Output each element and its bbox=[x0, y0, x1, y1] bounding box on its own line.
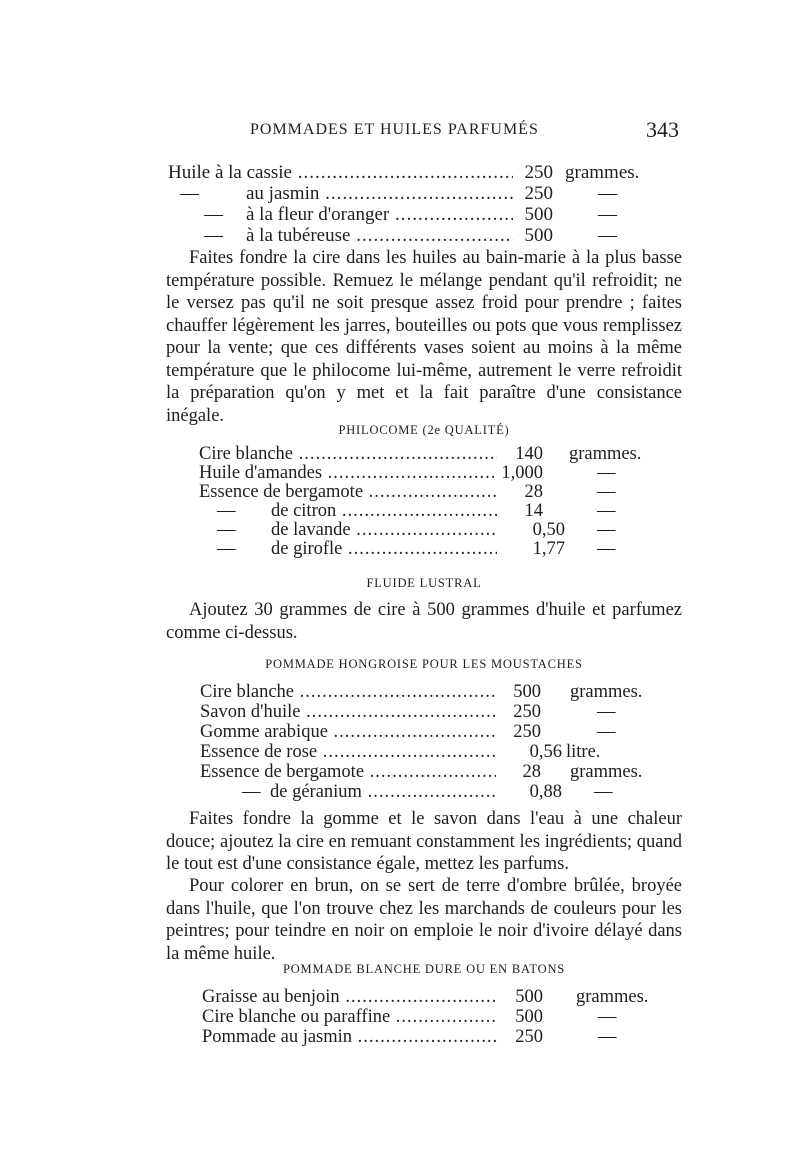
ingredient-unit: grammes. bbox=[569, 444, 642, 464]
ingredient-name: Essence de rose ..... bbox=[200, 742, 496, 763]
recipe-row bbox=[199, 539, 659, 561]
ingredient-amount: 500 bbox=[515, 1007, 543, 1027]
ingredient-unit: — bbox=[597, 482, 616, 502]
ingredient-unit: — bbox=[594, 782, 613, 802]
ingredient-name: Huile à la cassie ..... bbox=[168, 162, 513, 183]
ingredient-amount: 250 bbox=[515, 1027, 543, 1047]
ingredient-name: Graisse au benjoin ..... bbox=[202, 987, 498, 1008]
ingredient-name: Huile d'amandes ..... bbox=[199, 463, 497, 484]
recipe-row bbox=[200, 782, 660, 804]
ingredient-amount: 500 bbox=[513, 682, 541, 702]
ingredient-name: Savon d'huile ..... bbox=[200, 702, 496, 723]
section-heading: PHILOCOME (2e QUALITÉ) bbox=[338, 423, 510, 437]
ingredient-unit: — bbox=[597, 539, 616, 559]
ingredient-name: à la fleur d'oranger ..... bbox=[246, 204, 513, 225]
ingredient-name: au jasmin ..... bbox=[246, 183, 513, 204]
ingredient-amount: 14 bbox=[524, 501, 543, 521]
paragraph-hongroise: Faites fondre la gomme et le savon dans l'eau à une chaleur douce; ajoutez la cire en remuant constamment les ingrédients; quand le tout est d'une consistance égale, mettez les parfums. bbox=[166, 809, 682, 874]
recipe-row bbox=[168, 225, 668, 247]
recipe-row bbox=[202, 1027, 662, 1049]
ditto-dash: — bbox=[204, 225, 223, 246]
recipe-row bbox=[200, 682, 660, 704]
ditto-dash: — bbox=[217, 501, 236, 521]
paragraph-fluide: Ajoutez 30 grammes de cire à 500 grammes d'huile et parfumez comme ci-dessus. bbox=[166, 600, 682, 643]
ingredient-amount: 500 bbox=[524, 225, 553, 246]
paragraph-colorer: Pour colorer en brun, on se sert de terre d'ombre brûlée, broyée dans l'huile, que l'on trouve chez les marchands de couleurs pour les peintres; pour teindre en noir on emploie le noir d'ivoire délayé dans la même huile. bbox=[166, 876, 682, 964]
ingredient-name: de lavande ..... bbox=[271, 520, 497, 541]
ditto-dash: — bbox=[204, 204, 223, 225]
ingredient-amount: 250 bbox=[524, 162, 553, 183]
ingredient-name: de géranium ..... bbox=[270, 782, 496, 803]
ingredient-name: Cire blanche ..... bbox=[199, 444, 497, 465]
ditto-dash: — bbox=[180, 183, 199, 204]
recipe-row bbox=[200, 742, 660, 764]
ingredient-name: Pommade au jasmin ..... bbox=[202, 1027, 498, 1048]
ingredient-amount: 0,56 bbox=[529, 742, 562, 762]
ingredient-name: de girofle ..... bbox=[271, 539, 497, 560]
ingredient-amount: 1,000 bbox=[501, 463, 543, 483]
ingredient-unit: — bbox=[597, 702, 616, 722]
ingredient-unit: — bbox=[597, 463, 616, 483]
recipe-row bbox=[200, 702, 660, 724]
section-heading: POMMADE BLANCHE DURE OU EN BATONS bbox=[282, 962, 566, 976]
recipe-row bbox=[200, 722, 660, 744]
ingredient-unit: — bbox=[598, 225, 617, 246]
section-heading: FLUIDE LUSTRAL bbox=[366, 576, 482, 590]
ditto-dash: — bbox=[242, 782, 261, 802]
recipe-row bbox=[168, 162, 668, 184]
ingredient-amount: 1,77 bbox=[532, 539, 565, 559]
ingredient-name: Cire blanche ..... bbox=[200, 682, 496, 703]
ingredient-unit: grammes. bbox=[570, 762, 643, 782]
ingredient-amount: 500 bbox=[524, 204, 553, 225]
ingredient-amount: 250 bbox=[524, 183, 553, 204]
ditto-dash: — bbox=[217, 520, 236, 540]
recipe-row bbox=[202, 1007, 662, 1029]
ingredient-amount: 140 bbox=[515, 444, 543, 464]
ingredient-name: de citron ..... bbox=[271, 501, 497, 522]
section-heading: POMMADE HONGROISE POUR LES MOUSTACHES bbox=[265, 657, 583, 671]
running-title: POMMADES ET HUILES PARFUMÉS bbox=[250, 121, 539, 138]
ingredient-unit: grammes. bbox=[570, 682, 643, 702]
ingredient-unit: grammes. bbox=[565, 162, 640, 183]
ingredient-unit: grammes. bbox=[576, 987, 649, 1007]
recipe-row bbox=[202, 987, 662, 1009]
ingredient-unit: — bbox=[598, 204, 617, 225]
ditto-dash: — bbox=[217, 539, 236, 559]
recipe-row bbox=[200, 762, 660, 784]
ingredient-unit: — bbox=[598, 183, 617, 204]
ingredient-unit: — bbox=[598, 1007, 617, 1027]
ingredient-name: Essence de bergamote ..... bbox=[199, 482, 497, 503]
ingredient-amount: 28 bbox=[522, 762, 541, 782]
page-number: 343 bbox=[646, 117, 679, 142]
ingredient-amount: 0,50 bbox=[532, 520, 565, 540]
ingredient-amount: 500 bbox=[515, 987, 543, 1007]
ingredient-unit: litre. bbox=[566, 742, 601, 762]
ingredient-unit: — bbox=[597, 501, 616, 521]
ingredient-amount: 0,88 bbox=[529, 782, 562, 802]
paragraph-instructions: Faites fondre la cire dans les huiles au bain-marie à la plus basse température possible. Remuez le mélange pendant qu'il refroidit; ne le versez pas qu'il ne soit presque assez froid pour prendre ; faites chauffer légèrement les jarres, bouteilles ou pots que vous remplissez pour la vente; que ces différents vases soient au moins à la même température que le philocome lui-même, autrement le verre refroidit la préparation qu'on y met et la fait paraître d'une consistance inégale. bbox=[166, 248, 682, 426]
ingredient-name: Cire blanche ou paraffine ..... bbox=[202, 1007, 498, 1028]
ingredient-unit: — bbox=[597, 520, 616, 540]
ingredient-name: Gomme arabique ..... bbox=[200, 722, 496, 743]
recipe-row bbox=[168, 183, 668, 205]
ingredient-name: à la tubéreuse ..... bbox=[246, 225, 513, 246]
recipe-row bbox=[168, 204, 668, 226]
ingredient-amount: 250 bbox=[513, 702, 541, 722]
ingredient-unit: — bbox=[598, 1027, 617, 1047]
ingredient-amount: 28 bbox=[524, 482, 543, 502]
ingredient-amount: 250 bbox=[513, 722, 541, 742]
ingredient-name: Essence de bergamote ..... bbox=[200, 762, 496, 783]
ingredient-unit: — bbox=[597, 722, 616, 742]
